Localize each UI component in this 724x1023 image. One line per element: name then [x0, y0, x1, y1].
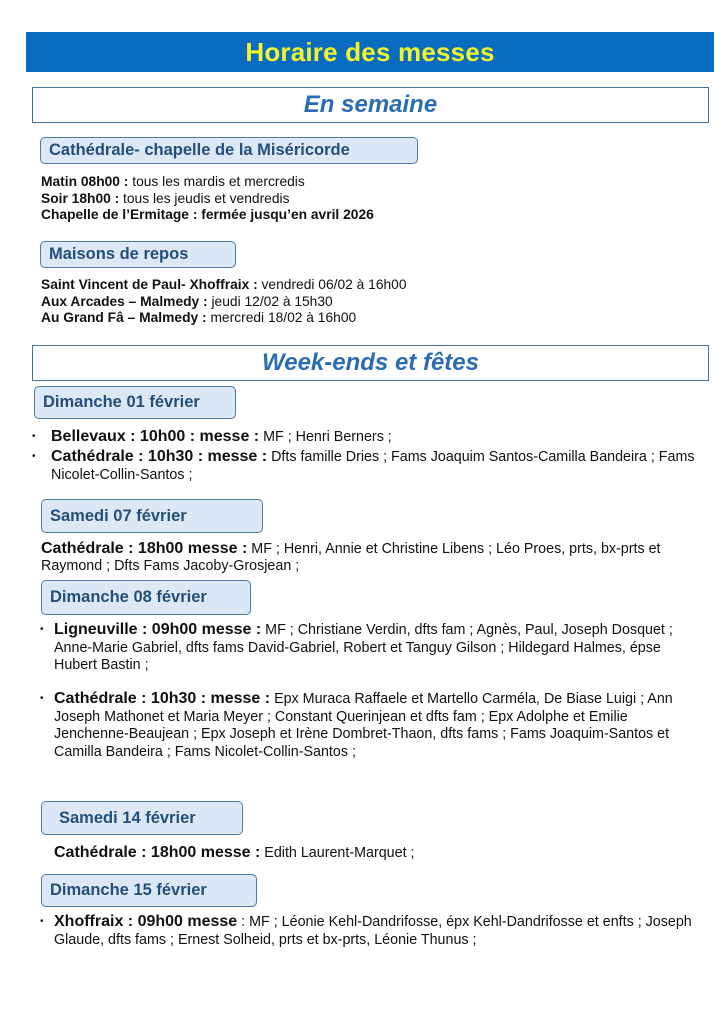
line-strong: Au Grand Fâ – Malmedy : [41, 310, 207, 325]
mass-entry [40, 690, 700, 761]
label-text: Maisons de repos [49, 245, 189, 263]
label-text: Dimanche 15 février [50, 881, 207, 899]
schedule-line [41, 207, 374, 224]
entry-text: MF ; Christiane Verdin, dfts fam ; Agnès, Paul, Joseph Dosquet ; Anne-Marie Gabriel, dfts fams David-Gabriel, Robert et Tanguy Gilson ; Hildegard Halmes, épse Hubert Bastin ; [54, 622, 673, 673]
title-banner [26, 32, 714, 72]
bullet-icon: • [40, 916, 44, 927]
entry-strong: Cathédrale : 18h00 messe : [41, 540, 248, 557]
section-weekends [32, 345, 709, 381]
bullet-icon: • [40, 624, 44, 635]
line-text: vendredi 06/02 à 16h00 [257, 277, 407, 292]
line-text: jeudi 12/02 à 15h30 [207, 293, 333, 309]
line-text: mercredi 18/02 à 16h00 [206, 310, 357, 325]
section-weekday [32, 87, 709, 123]
schedule-line [41, 294, 407, 311]
bullet-icon: • [32, 431, 36, 442]
entry-text: MF ; Henri, Annie et Christine Libens ; Léo Proes, prts, bx-prts et Raymond ; Dfts Fams Jacoby-Grosjean ; [41, 541, 661, 574]
entry-text: Epx Muraca Raffaele et Martello Carméla, De Biase Luigi ; Ann Joseph Mathonet et Maria Meyer ; Constant Querinjean et dfts fam ; Epx Adolphe et Emilie Jenchenne-Beaujean ; Epx Joseph et Irène Dombret-Thaon, dfts fams ; Fams Joaquim-Santos et Camilla Bandeira ; Fams Nicolet-Collin-Santos ; [54, 691, 673, 760]
entry-strong: Bellevaux : 10h00 : messe : [51, 428, 260, 445]
line-strong: Aux Arcades – Malmedy : [41, 293, 208, 309]
line-strong: Matin 08h00 : [41, 174, 129, 189]
label-nursing-homes [40, 241, 236, 268]
entry-text: Dfts famille Dries ; Fams Joaquim Santos-Camilla Bandeira ; Fams Nicolet-Collin-Santos ; [51, 449, 695, 483]
bullet-icon: • [32, 451, 36, 462]
label-cathedral-chapel [40, 137, 418, 164]
mass-entry [54, 844, 694, 862]
entry-text: : MF ; Léonie Kehl-Dandrifosse, épx Kehl-Dandrifosse et enfts ; Joseph Glaude, dfts fams ; Ernest Solheid, prts et bx-prts, Léonie Thunus ; [54, 914, 692, 948]
entry-strong: Cathédrale : 10h30 : messe : [51, 448, 268, 465]
day-label [41, 874, 257, 907]
day-label [41, 801, 243, 835]
schedule-line [41, 174, 374, 191]
mass-entry [32, 428, 692, 447]
bullet-icon: • [40, 693, 44, 704]
line-text: tous les mardis et mercredis [128, 174, 305, 189]
day-label [34, 386, 236, 419]
line-strong: Chapelle de l’Ermitage : fermée jusqu’en avril 2026 [41, 207, 374, 222]
entry-strong: Cathédrale : 10h30 : messe : [54, 690, 271, 707]
label-text: Samedi 07 février [50, 506, 187, 525]
line-strong: Soir 18h00 : [41, 190, 120, 206]
schedule-line [41, 191, 374, 208]
mass-entry [40, 913, 700, 949]
day-label [41, 499, 263, 533]
entry-strong: Xhoffraix : 09h00 messe [54, 913, 238, 930]
section-heading: En semaine [303, 91, 438, 118]
entry-strong: Ligneuville : 09h00 messe : [54, 621, 262, 638]
label-text: Dimanche 01 février [43, 393, 200, 411]
line-strong: Saint Vincent de Paul- Xhoffraix : [41, 277, 258, 292]
page-title: Horaire des messes [245, 36, 495, 67]
nursing-homes-list [41, 277, 407, 327]
entry-text: Edith Laurent-Marquet ; [260, 845, 415, 861]
day-label [41, 580, 251, 615]
label-text: Cathédrale- chapelle de la Miséricorde [49, 141, 350, 159]
schedule-line [41, 310, 407, 327]
mass-entry [40, 621, 698, 675]
mass-entry [41, 540, 691, 575]
entry-text: MF ; Henri Berners ; [259, 429, 392, 445]
label-text: Samedi 14 février [59, 808, 196, 827]
label-text: Dimanche 08 février [50, 588, 207, 606]
mass-entry [32, 448, 702, 484]
weekday-cathedral-list [41, 174, 374, 224]
entry-strong: Cathédrale : 18h00 messe : [54, 844, 261, 861]
line-text: tous les jeudis et vendredis [119, 190, 290, 206]
section-heading: Week-ends et fêtes [262, 349, 479, 376]
schedule-line [41, 277, 407, 294]
